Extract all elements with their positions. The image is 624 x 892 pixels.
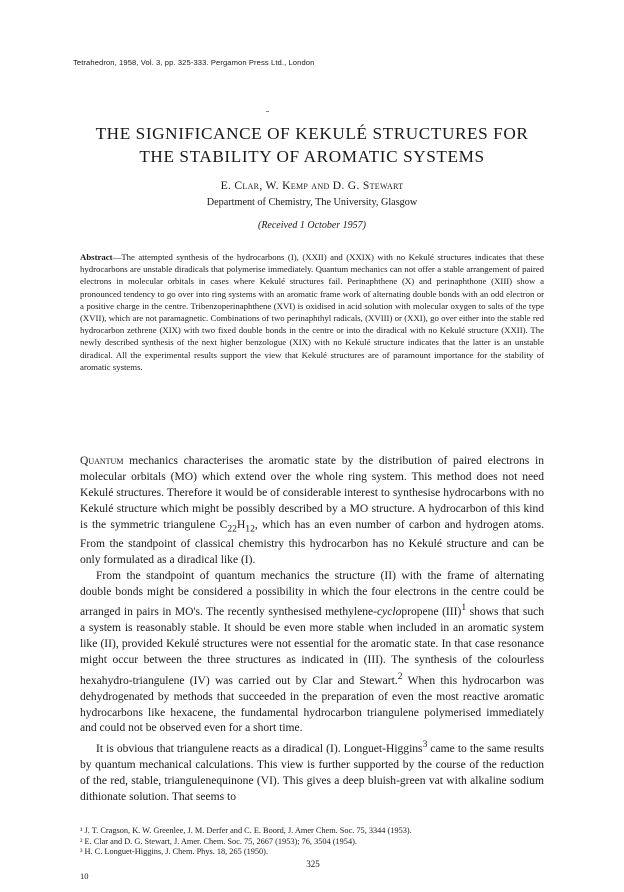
footnote-ref-3: 3: [422, 739, 428, 751]
paragraph-2-text-a: From the standpoint of quantum mechanics the structure (II) with the frame of alternating double bonds might be considered a possibility in which the four electrons in the centre could be arranged in pairs in MO's. The recently synthesised methylene-: [80, 569, 544, 619]
formula-h: H: [236, 518, 246, 531]
abstract-text: —The attempted synthesis of the hydrocarbons (I), (XXII) and (XXIX) with no Kekulé structures indicates that these hydrocarbons are unstable diradicals that polymerise immediately. Quantum mechanics can not offer a stable arrangement of paired electrons in molecular orbitals in cases where Kekulé structures fail. Perinaphthene (X) and perinaphthone (XIII) show a pronounced tendency to go over into ring systems with an aromatic frame work of alternating double bonds with an odd electron or a positive charge in the centre. Tribenzoperinaphthene (XVI) is oxidised in acid solution with molecular oxygen to salts of the type (XVII), which are not paramagnetic. Combinations of two perinaphthyl radicals, (XVIII) or (XXI), go over either into the stable red hydrocarbon zethrene (XIX) with two fixed double bonds in the centre or into the diradical with no Kekulé structure (XXII). The newly described synthesis of the next higher benzologue (XIX) with no Kekulé structure indicates that the latter is an unstable diradical. All the experimental results support the view that Kekulé structures are of paramount importance for the stability of aromatic systems.: [80, 252, 544, 372]
received-text: (Received 1 October 1957): [257, 220, 366, 231]
footnote-3: ³ H. C. Longuet-Higgins, J. Chem. Phys. 18, 265 (1950).: [80, 847, 269, 857]
paragraph-2: [80, 569, 544, 738]
body-text: [80, 454, 544, 806]
paragraph-2-text-d: When this hydrocarbon was dehydrogenated by methods that succeeded in the preparation of even the most reactive aromatic hydrocarbons like hexacene, the fundamental hydrocarbon triangulene polymerised immediately and could not be observed even for a short time.: [80, 674, 544, 735]
footnote-2: ² E. Clar and D. G. Stewart, J. Amer. Chem. Soc. 75, 2667 (1953); 76, 3504 (1954).: [80, 836, 357, 846]
author-list: E. Clar, W. Kemp and D. G. Stewart: [220, 179, 404, 192]
paragraph-1: [80, 454, 544, 569]
formula-subscript-c: 22: [227, 522, 237, 534]
journal-header: Tetrahedron, 1958, Vol. 3, pp. 325-333. Pergamon Press Ltd., London: [73, 58, 315, 67]
paragraph-3-text-a: It is obvious that triangulene reacts as a diradical (I). Longuet-Higgins: [96, 743, 423, 756]
page-number: 325: [306, 859, 320, 869]
paragraph-1-text-b: , which has an even number of carbon and hydrogen atoms. From the standpoint of classical chemistry this hydrocarbon has no Kekulé structure and can be only formulated as a diradical like (I).: [80, 518, 544, 566]
printer-signature-mark: 10: [80, 871, 89, 881]
print-speck: [266, 111, 269, 112]
paragraph-3-text-b: came to the same results by quantum mechanical calculations. This view is further supported by the course of the reduction of the red, stable, triangulenequinone (VI). This gives a deep bluish-green vat with alkaline sodium dithionate solution. That seems to: [80, 743, 544, 803]
footnote-ref-2: 2: [397, 670, 403, 682]
footnote-1: ¹ J. T. Cragson, K. W. Greenlee, J. M. Derfer and C. E. Boord, J. Amer Chem. Soc. 75, 3344 (1953).: [80, 826, 412, 835]
title-line-2: THE STABILITY OF AROMATIC SYSTEMS: [139, 147, 485, 166]
formula-subscript-h: 12: [245, 522, 255, 534]
abstract-label: Abstract: [80, 252, 113, 262]
abstract-block: [80, 251, 544, 373]
paragraph-1-text-a: mechanics characterises the aromatic state by the distribution of paired electrons in molecular orbitals (MO) which extend over the whole ring system. This method does not need Kekulé structures. Therefore it would be of considerable interest to synthesise hydrocarbons with no Kekulé structure which might be possibly described by a MO structure. A hydrocarbon of this kind is the symmetric triangulene C: [80, 455, 544, 531]
paragraph-3: [80, 737, 544, 805]
paragraph-lead-word: Quantum: [80, 455, 124, 467]
paragraph-2-text-b: propene (III): [401, 606, 462, 619]
footnote-ref-1: 1: [461, 602, 467, 614]
received-date: [60, 219, 564, 233]
article-title: [60, 122, 564, 168]
italic-cyclo: cyclo: [377, 606, 402, 619]
footnotes: [80, 826, 544, 858]
title-line-1: THE SIGNIFICANCE OF KEKULÉ STRUCTURES FOR: [95, 124, 529, 143]
paragraph-2-text-c: shows that such a system is reasonably stable. It should be even more stable when included in an aromatic system like (II), provided Kekulé structures were not essential for the aromatic state. In that case resonance might occur between the three structures as indicated in (III). The synthesis of the colourless hexahydro-triangulene (IV) was carried out by Clar and Stewart.: [80, 606, 544, 687]
affiliation: Department of Chemistry, The University, Glasgow: [206, 197, 418, 208]
